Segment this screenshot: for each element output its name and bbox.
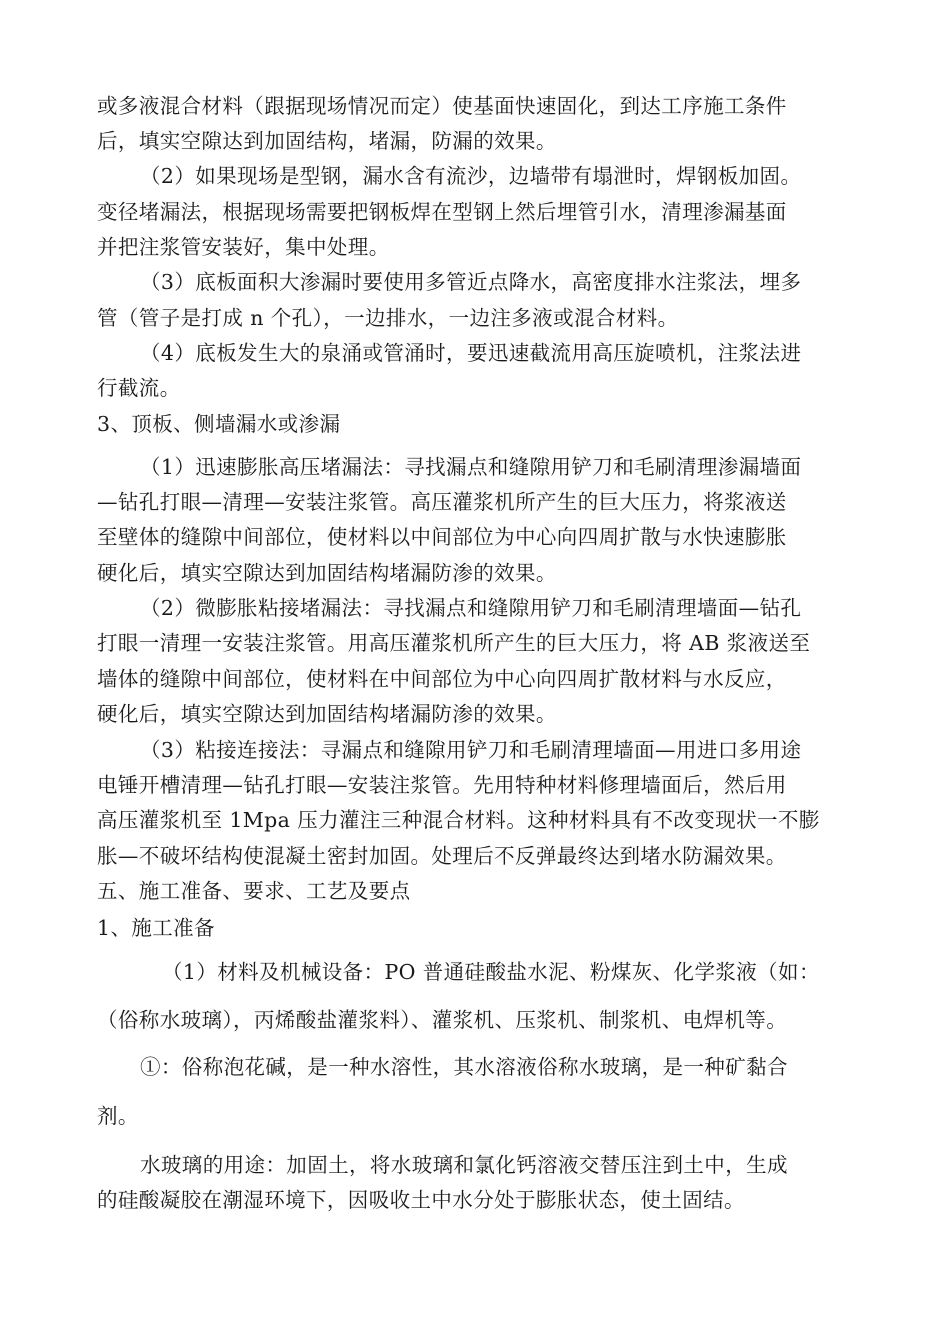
text-line: （4）底板发生大的泉涌或管涌时，要迅速截流用高压旋喷机，注浆法进 (140, 341, 802, 365)
text-line: 至壁体的缝隙中间部位，使材料以中间部位为中心向四周扩散与水快速膨胀 (97, 525, 787, 549)
text-line: ①：俗称泡花碱，是一种水溶性，其水溶液俗称水玻璃，是一种矿黏合 (140, 1055, 788, 1079)
text-line: 并把注浆管安装好，集中处理。 (97, 235, 390, 259)
text-line: 高压灌浆机至 1Mpa 压力灌注三种混合材料。这种材料具有不改变现状一不膨 (97, 808, 820, 832)
text-line: （3）粘接连接法：寻漏点和缝隙用铲刀和毛刷清理墙面—用进口多用途 (140, 738, 802, 762)
text-line: 电锤开槽清理—钻孔打眼—安装注浆管。先用特种材料修理墙面后，然后用 (97, 773, 787, 797)
text-line: 打眼一清理一安装注浆管。用高压灌浆机所产生的巨大压力，将 AB 浆液送至 (97, 631, 811, 655)
section-heading: 五、施工准备、要求、工艺及要点 (97, 879, 411, 903)
text-line: 剂。 (97, 1104, 139, 1128)
text-line: 水玻璃的用途：加固土，将水玻璃和氯化钙溶液交替压注到土中，生成 (140, 1153, 788, 1177)
text-line: 墙体的缝隙中间部位，使材料在中间部位为中心向四周扩散材料与水反应， (97, 667, 787, 691)
text-line: 管（管子是打成 n 个孔），一边排水，一边注多液或混合材料。 (97, 306, 679, 330)
text-line: 硬化后，填实空隙达到加固结构堵漏防渗的效果。 (97, 561, 557, 585)
text-line: （2）如果现场是型钢，漏水含有流沙，边墙带有塌泄时，焊钢板加固。 (140, 164, 802, 188)
text-line: 或多液混合材料（跟据现场情况而定）使基面快速固化，到达工序施工条件 (97, 94, 787, 118)
section-heading: 3、顶板、侧墙漏水或渗漏 (97, 412, 341, 436)
text-line: 变径堵漏法，根据现场需要把钢板焊在型钢上然后埋管引水，清理渗漏基面 (97, 200, 787, 224)
text-line: （1）材料及机械设备：PO 普通硅酸盐水泥、粉煤灰、化学浆液（如： (162, 960, 820, 984)
subsection-heading: 1、施工准备 (97, 916, 215, 940)
text-line: （2）微膨胀粘接堵漏法：寻找漏点和缝隙用铲刀和毛刷清理墙面—钻孔 (140, 596, 802, 620)
text-line: （俗称水玻璃），丙烯酸盐灌浆料）、灌浆机、压浆机、制浆机、电焊机等。 (97, 1008, 788, 1032)
text-line: 行截流。 (97, 376, 181, 400)
text-line: （3）底板面积大渗漏时要使用多管近点降水，高密度排水注浆法，埋多 (140, 270, 802, 294)
text-line: —钻孔打眼—清理—安装注浆管。高压灌浆机所产生的巨大压力，将浆液送 (97, 490, 787, 514)
text-line: 后，填实空隙达到加固结构，堵漏，防漏的效果。 (97, 129, 557, 153)
text-line: 胀—不破坏结构使混凝土密封加固。处理后不反弹最终达到堵水防漏效果。 (97, 844, 787, 868)
text-line: 硬化后，填实空隙达到加固结构堵漏防渗的效果。 (97, 702, 557, 726)
text-line: 的硅酸凝胶在潮湿环境下，因吸收土中水分处于膨胀状态，使土固结。 (97, 1188, 745, 1212)
text-line: （1）迅速膨胀高压堵漏法：寻找漏点和缝隙用铲刀和毛刷清理渗漏墙面 (140, 455, 802, 479)
